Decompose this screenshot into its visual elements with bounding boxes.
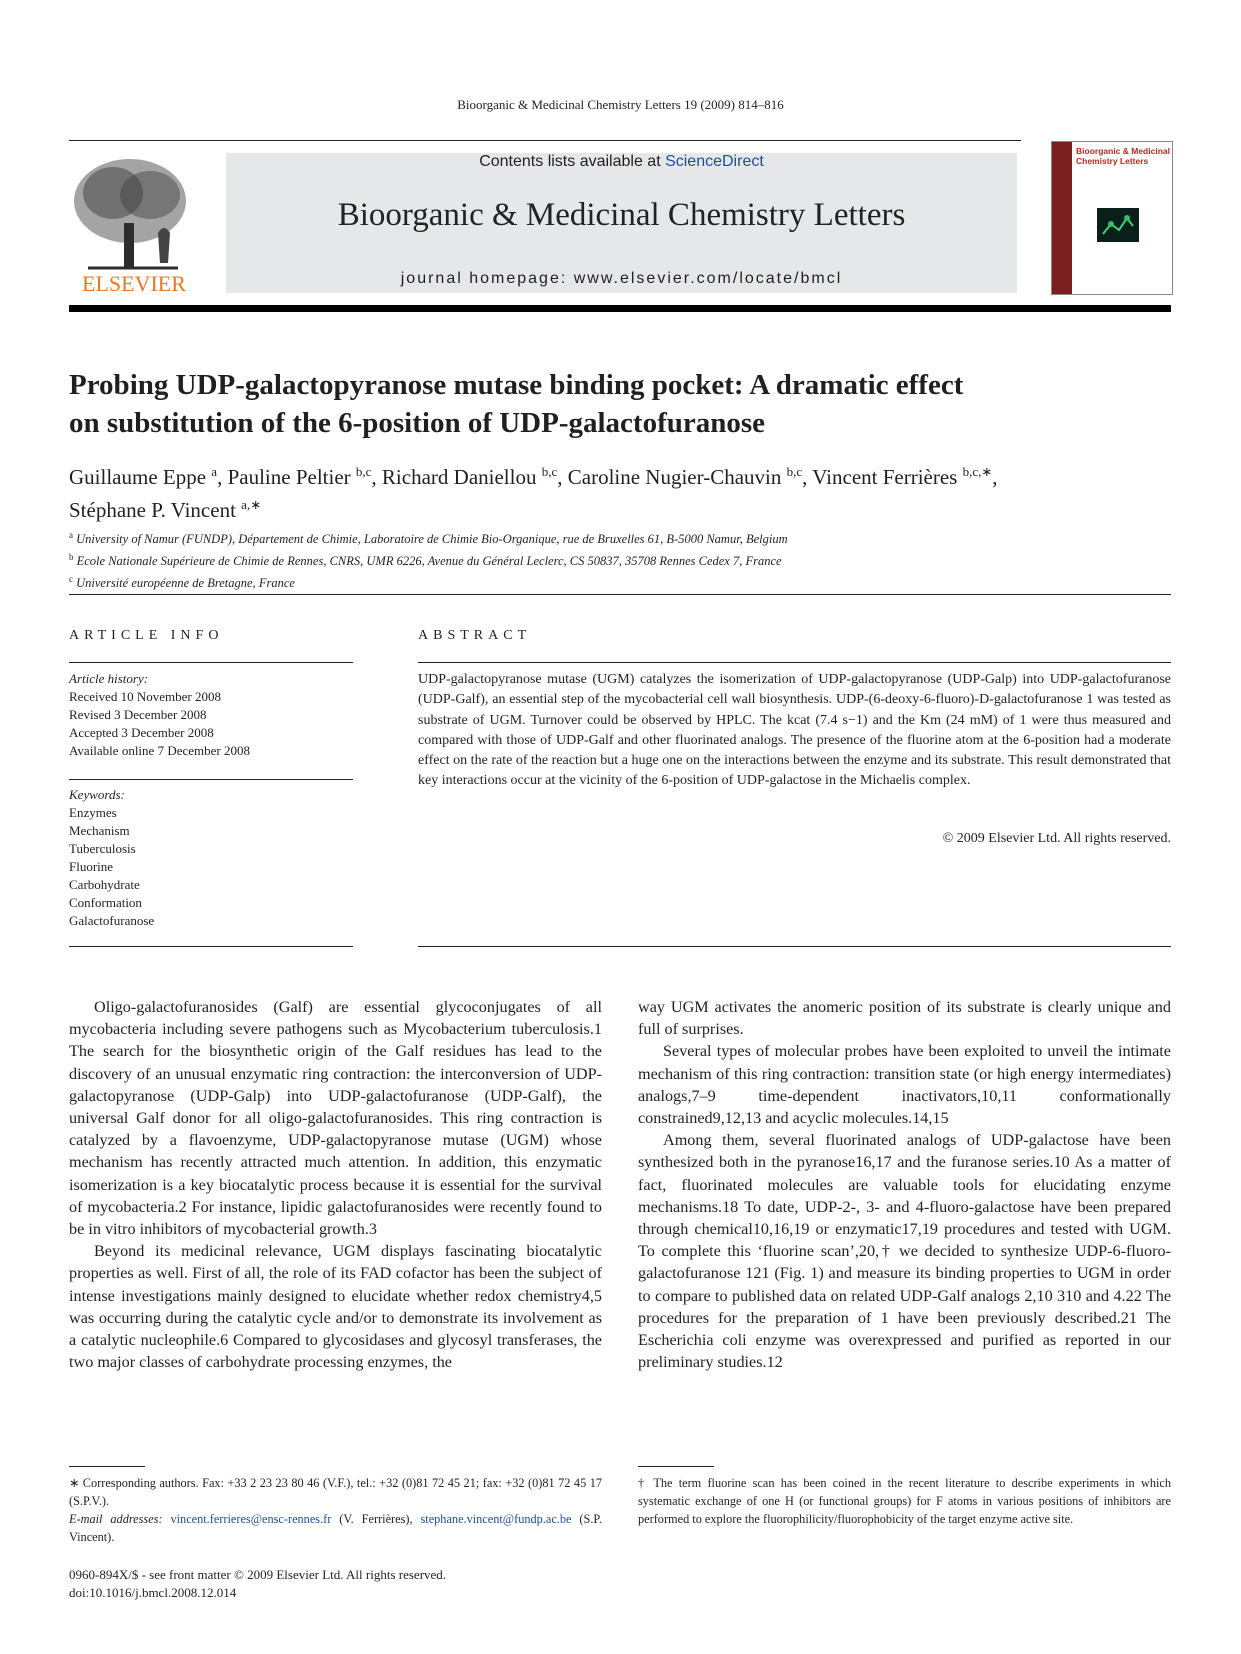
contents-prefix: Contents lists available at <box>479 153 666 170</box>
body-paragraph: Among them, several fluorinated analogs of UDP-galactose have been synthesized both in the pyranose16,17 and the furanose series.10 As a matter of fact, fluorinated molecules are valuable tools for elucidating enzyme mechanisms.18 To date, UDP-2-, 3- and 4-fluoro-galactose have been prepared through chemical10,16,19 or enzymatic17,19 procedures and tested with UGM. To complete this ‘fluorine scan’,20,† we decided to synthesize UDP-6-fluoro-galactofuranose 121 (Fig. 1) and measure its binding properties to UGM in order to compare to published data on related UDP-Galf analogs 2,10 310 and 4.22 The procedures for the preparation of 1 have been previously described.21 The Escherichia coli enzyme was overexpressed and purified as reported in our preliminary studies.12 <box>638 1131 1171 1372</box>
publisher-name: ELSEVIER <box>82 271 186 296</box>
keywords-label: Keywords: <box>69 787 125 802</box>
journal-banner <box>226 153 1017 293</box>
history-item: Revised 3 December 2008 <box>69 707 207 722</box>
email-label: E-mail addresses: <box>69 1512 163 1526</box>
keyword: Enzymes <box>69 805 117 820</box>
masthead-rule <box>69 305 1171 312</box>
author: Stéphane P. Vincent $^{a,∗}$ <box>69 497 262 522</box>
corresponding-text: ∗ Corresponding authors. Fax: +33 2 23 23 80 46 (V.F.), tel.: +32 (0)81 72 45 21; fax: +32 (0)81 72 45 17 (S.P.V.). <box>69 1476 602 1508</box>
keyword: Carbohydrate <box>69 877 140 892</box>
title-line-1: Probing UDP-galactopyranose mutase binding pocket: A dramatic effect <box>69 369 964 401</box>
history-item: Accepted 3 December 2008 <box>69 725 214 740</box>
keyword: Conformation <box>69 895 142 910</box>
body-paragraph: Oligo-galactofuranosides (Galf) are essential glycoconjugates of all mycobacteria including severe pathogens such as Mycobacterium tuberculosis.1 The search for the biosynthetic origin of the Galf residues has lead to the discovery of an unusual enzymatic ring contraction: the interconversion of UDP-galactopyranose (UDP-Galp) into UDP-galactofuranose (UDP-Galf), the universal Galf donor for all oligo-galactofuranosides. This ring contraction is catalyzed by a flavoenzyme, UDP-galactopyranose mutase (UGM) whose mechanism has recently attracted much attention. In addition, this enzymatic isomerization is a key biocatalytic process because it is essential for the survival of mycobacteria.2 For instance, lipidic galactofuranosides were recently found to be in vitro inhibitors of mycobacterial growth.3 <box>69 998 602 1239</box>
author: Pauline Peltier $^{b,c}$, <box>227 464 382 489</box>
journal-title: Bioorganic & Medicinal Chemistry Letters <box>337 197 906 233</box>
abstract-heading: ABSTRACT <box>418 628 532 643</box>
keywords-rule <box>69 779 353 780</box>
contents-line <box>226 153 1017 171</box>
dagger-footnote: † The term fluorine scan has been coined in the recent literature to describe experiments in which systematic exchange of one H (or functional groups) for F atoms in various positions of inhibitors are performed to explore the fluorophilicity/fluorophobicity of the target enzyme active site. <box>638 1476 1171 1526</box>
title-line-2: on substitution of the 6-position of UDP-galactofuranose <box>69 407 766 439</box>
keyword: Fluorine <box>69 859 114 874</box>
keyword: Mechanism <box>69 823 130 838</box>
info-bottom-rule <box>69 946 353 947</box>
history-item: Available online 7 December 2008 <box>69 743 250 758</box>
article-title <box>69 366 1169 442</box>
article-identifiers <box>69 1566 446 1602</box>
cover-title: Bioorganic & Medicinal Chemistry Letters <box>1076 146 1170 166</box>
cover-molecule-image <box>1097 208 1139 242</box>
affiliation: $^a$ University of Namur (FUNDP), Département de Chimie, Laboratoire de Chimie Bio-Organique, rue de Bruxelles 61, B-5000 Namur, Belgium <box>69 530 788 547</box>
article-info-heading: ARTICLE INFO <box>69 628 224 643</box>
header-rule <box>69 140 1021 141</box>
abstract-text: UDP-galactopyranose mutase (UGM) catalyzes the isomerization of UDP-galactopyranose (UDP-Galp) into UDP-galactofuranose (UDP-Galf), an essential step of the mycobacterial cell wall biosynthesis. UDP-(6-deoxy-6-fluoro)-D-galactofuranose 1 was tested as substrate of UGM. Turnover could be observed by HPLC. The kcat (7.4 s−1) and the Km (24 mM) of 1 were thus measured and compared with those of UDP-Galf and other fluorinated analogs. The presence of the fluorine atom at the 6-position had a moderate effect on the rate of the reaction but a huge one on the interactions between the enzyme and its substrate. This result demonstrated that key interactions occur at the vicinity of the 6-position of UDP-galactose in the Michaelis complex. <box>418 672 1171 789</box>
body-paragraph: way UGM activates the anomeric position of its substrate is clearly unique and full of surprises. <box>638 998 1171 1039</box>
abstract-bottom-rule <box>418 946 1171 947</box>
footnote-rule-right <box>638 1466 714 1467</box>
journal-homepage[interactable]: journal homepage: www.elsevier.com/locate/bmcl <box>400 270 843 287</box>
email-line <box>69 1510 602 1546</box>
footnote-rule-left <box>69 1466 145 1467</box>
abstract-copyright: © 2009 Elsevier Ltd. All rights reserved. <box>942 831 1171 846</box>
body-paragraph: Beyond its medicinal relevance, UGM displays fascinating biocatalytic properties as well. First of all, the role of its FAD cofactor has been the subject of intense investigations mainly designed to elucidate whether redox chemistry4,5 was occurring during the catalytic cycle and/or to demonstrate its involvement as a catalytic nucleophile.6 Compared to glycosidases and glycosyl transferases, the two major classes of carbohydrate processing enzymes, the <box>69 1242 602 1372</box>
article-history <box>69 670 353 760</box>
abstract-rule <box>418 662 1171 663</box>
cover-band <box>1052 142 1072 294</box>
author: Caroline Nugier-Chauvin $^{b,c}$, <box>567 464 813 489</box>
email-owner: (V. Ferrières), <box>339 1512 413 1526</box>
affil-rule <box>69 594 1171 595</box>
journal-cover <box>1051 141 1173 295</box>
keyword: Tuberculosis <box>69 841 136 856</box>
affiliations <box>69 526 1179 592</box>
affiliation: $^b$ Ecole Nationale Supérieure de Chimie de Rennes, CNRS, UMR 6226, Avenue du Général Leclerc, CS 50837, 35708 Rennes Cedex 7, France <box>69 552 782 569</box>
email-link[interactable]: vincent.ferrieres@ensc-rennes.fr <box>170 1512 332 1526</box>
body-right-column <box>638 996 1171 1373</box>
issn-line: 0960-894X/$ - see front matter © 2009 Elsevier Ltd. All rights reserved. <box>69 1567 447 1582</box>
keyword: Galactofuranose <box>69 913 155 928</box>
body-paragraph: Several types of molecular probes have been exploited to unveil the intimate mechanism of this ring contraction: transition state (or high energy intermediates) analogs,7–9 time-dependent inactivators,10,11 conformationally constrained9,12,13 and acyclic molecules.14,15 <box>638 1042 1171 1128</box>
running-head: Bioorganic & Medicinal Chemistry Letters 19 (2009) 814–816 <box>457 97 784 112</box>
keywords <box>69 786 353 930</box>
history-label: Article history: <box>69 671 149 686</box>
history-item: Received 10 November 2008 <box>69 689 221 704</box>
sciencedirect-link[interactable]: ScienceDirect <box>665 153 764 170</box>
body-left-column <box>69 996 602 1373</box>
corresponding-footnote <box>69 1474 602 1546</box>
author: Richard Daniellou $^{b,c}$, <box>381 464 568 489</box>
doi-line[interactable]: doi:10.1016/j.bmcl.2008.12.014 <box>69 1585 237 1600</box>
author: Guillaume Eppe $^a$, <box>69 464 228 489</box>
author: Vincent Ferrières $^{b,c,∗}$, <box>812 464 998 489</box>
email-owner: (S.P. Vincent). <box>69 1512 602 1544</box>
info-rule <box>69 662 353 663</box>
author-list <box>69 458 1179 524</box>
email-link[interactable]: stephane.vincent@fundp.ac.be <box>420 1512 572 1526</box>
affiliation: $^c$ Université européenne de Bretagne, France <box>69 574 295 591</box>
